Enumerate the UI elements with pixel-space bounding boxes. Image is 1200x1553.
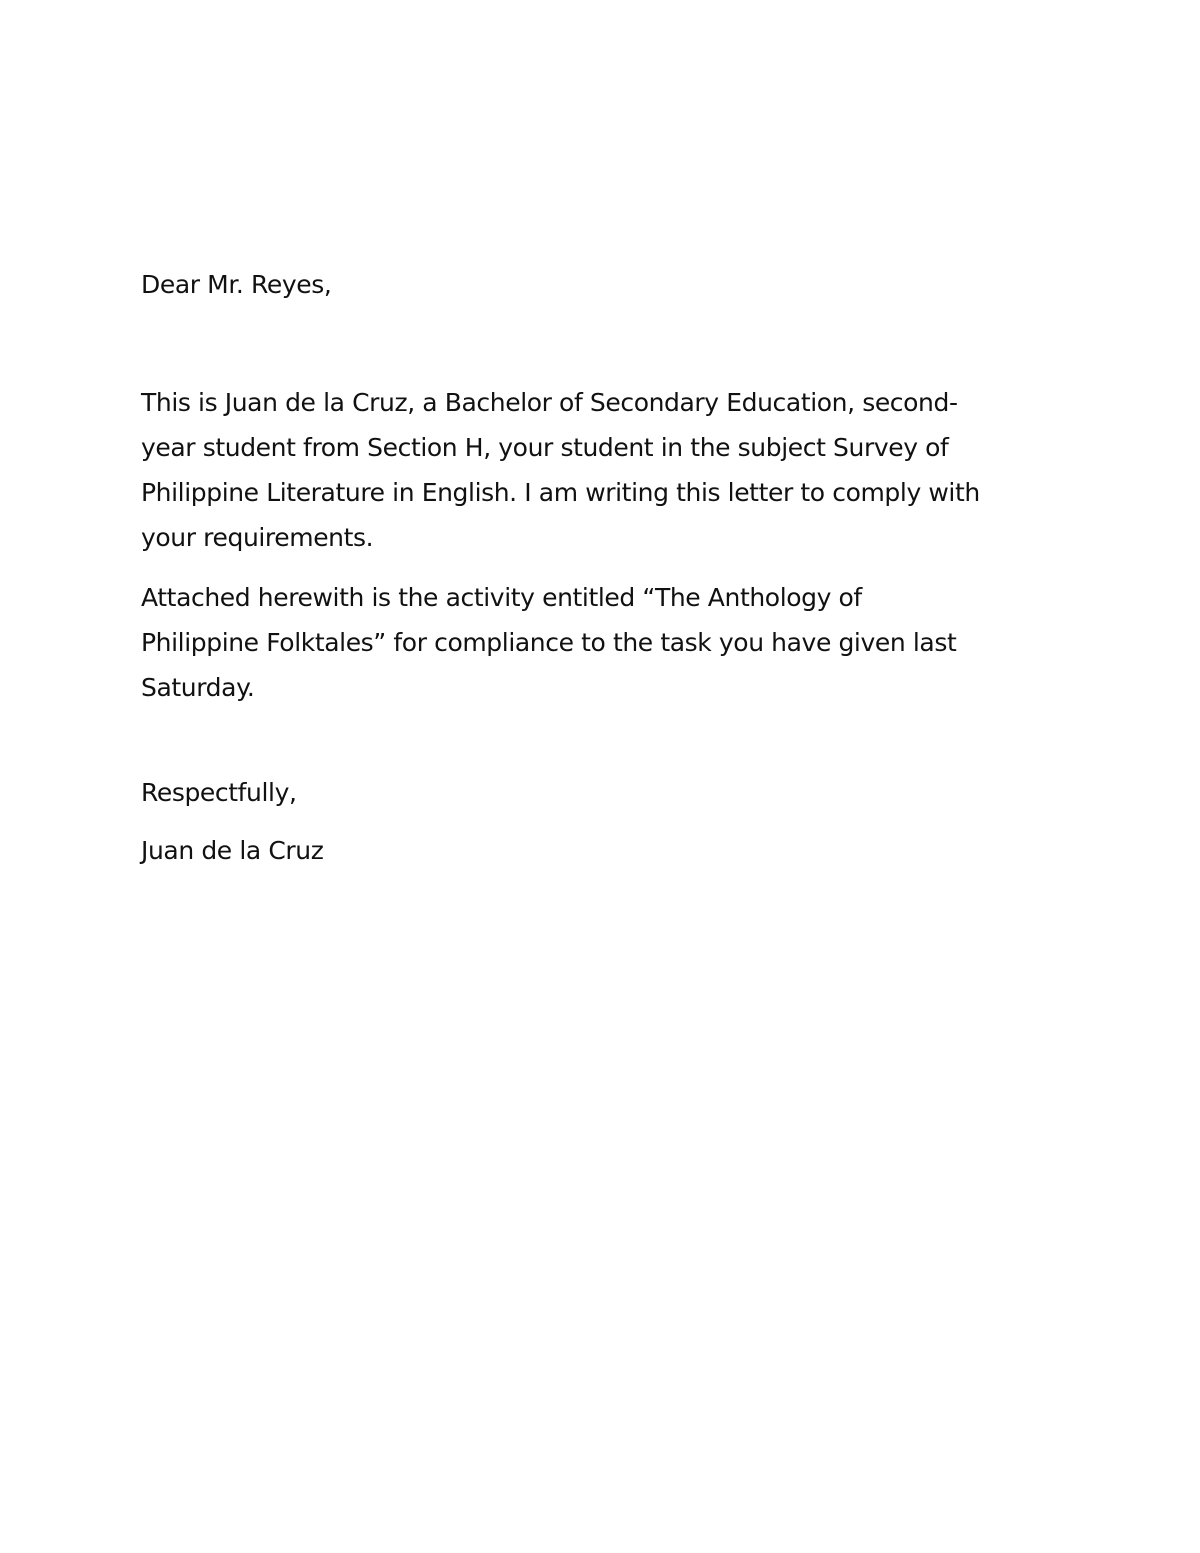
paragraph-line: Attached herewith is the activity entitled “The Anthology of (141, 583, 862, 612)
closing: Respectfully, (141, 778, 297, 807)
paragraph-line: Philippine Literature in English. I am writing this letter to comply with (141, 478, 980, 507)
paragraph-line: Philippine Folktales” for compliance to the task you have given last (141, 628, 957, 657)
signature-name: Juan de la Cruz (141, 836, 324, 865)
letter-body (141, 262, 1071, 873)
paragraph-line: Saturday. (141, 673, 255, 702)
paragraph-line: your requirements. (141, 523, 374, 552)
paragraph-line: year student from Section H, your student in the subject Survey of (141, 433, 949, 462)
paragraph-attachment (141, 575, 1071, 710)
paragraph-introduction (141, 380, 1071, 560)
salutation: Dear Mr. Reyes, (141, 270, 332, 299)
paragraph-line: This is Juan de la Cruz, a Bachelor of Secondary Education, second- (141, 388, 958, 417)
